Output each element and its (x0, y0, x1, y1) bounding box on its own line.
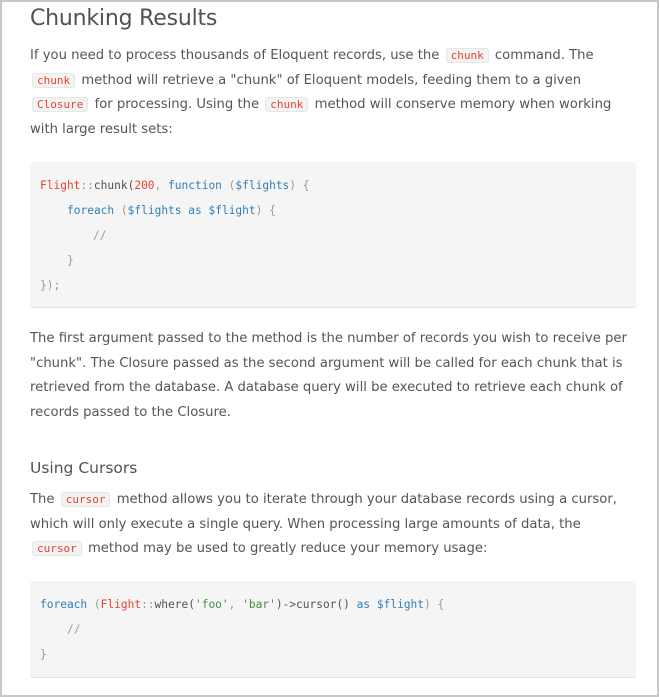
inline-code-closure: Closure (32, 97, 88, 112)
chunking-explanation-paragraph: The first argument passed to the method is the number of records you wish to receive per "chunk". The Closure passed as the second argument will be called for each chunk that is retrieved from the database. A database query will be executed to retrieve each chunk of records passed to the Closure. (30, 331, 627, 420)
code-line: } (67, 254, 74, 267)
chunking-intro-text-5: method will conserve memory when working with large result sets: (30, 97, 612, 137)
code-line: foreach (Flight::where('foo', 'bar')->cursor() as $flight) { (40, 598, 445, 611)
cursors-intro-text-3: method may be used to greatly reduce your memory usage: (87, 541, 488, 556)
inline-code-chunk: chunk (265, 97, 308, 112)
chunking-intro-text-3: method will retrieve a "chunk" of Eloquent models, feeding them to a given (81, 72, 582, 88)
section-title-cursors: Using Cursors (30, 459, 138, 477)
cursors-intro-paragraph (30, 488, 636, 562)
inline-code-chunk: chunk (32, 73, 75, 88)
chunking-intro-text-2: command. The (494, 48, 594, 63)
code-block-chunk (30, 162, 636, 308)
code-line: Flight::chunk(200, function ($flights) { (40, 179, 310, 192)
code-line: } (40, 648, 47, 661)
cursors-intro-text-2: method allows you to iterate through your database records using a cursor, which will only execute a single query. When processing large amounts of data, the (30, 492, 617, 532)
section-title-chunking: Chunking Results (30, 6, 218, 31)
chunking-intro-paragraph (30, 44, 636, 142)
inline-code-chunk: chunk (446, 48, 489, 63)
inline-code-cursor: cursor (32, 541, 82, 556)
code-block-cursor (30, 581, 636, 678)
chunking-intro-text-4: for processing. Using the (94, 97, 260, 112)
inline-code-cursor: cursor (61, 492, 111, 507)
code-line: // (93, 229, 107, 242)
chunking-intro-text-1: If you need to process thousands of Eloquent records, use the (30, 48, 440, 63)
code-line: foreach ($flights as $flight) { (67, 204, 276, 217)
code-line: // (67, 623, 81, 636)
code-line: }); (40, 279, 61, 292)
cursors-intro-text-1: The (30, 492, 55, 507)
